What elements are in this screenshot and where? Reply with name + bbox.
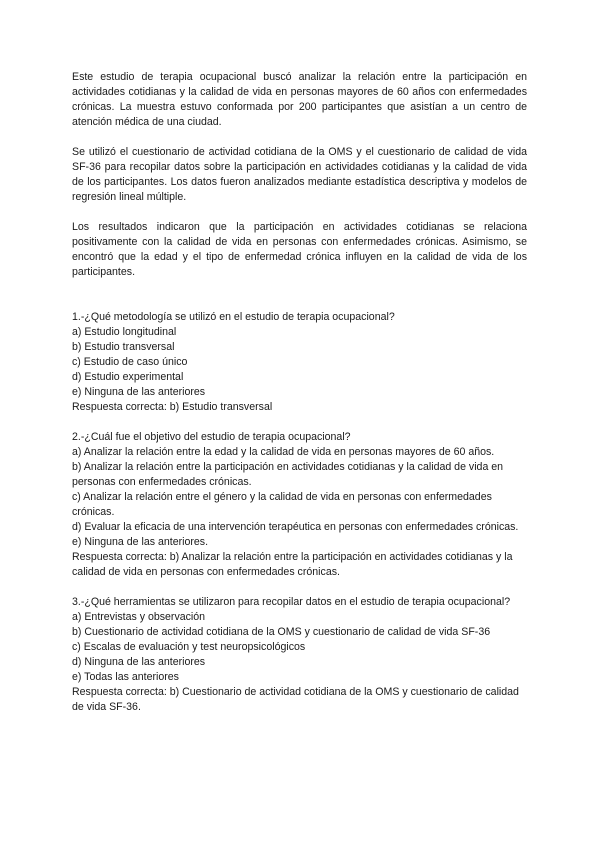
intro-paragraph: Se utilizó el cuestionario de actividad cotidiana de la OMS y el cuestionario de calidad de vida SF-36 para recopilar datos sobre la participación en actividades cotidianas y la calidad de vida de los participantes. Los datos fueron analizados mediante estadística descriptiva y modelos de regresión lineal múltiple. xyxy=(72,146,527,203)
question-option: d) Ninguna de las anteriores xyxy=(72,656,206,668)
question-option: d) Evaluar la eficacia de una intervención terapéutica en personas con enfermedades crónicas. xyxy=(72,521,519,533)
intro-paragraph: Los resultados indicaron que la participación en actividades cotidianas se relaciona positivamente con la calidad de vida en personas con enfermedades crónicas. Asimismo, se encontró que la edad y el tipo de enfermedad crónica influyen en la calidad de vida de los participantes. xyxy=(72,221,527,278)
question-option: a) Analizar la relación entre la edad y la calidad de vida en personas mayores de 60 años. xyxy=(72,446,495,458)
question-prompt: 3.-¿Qué herramientas se utilizaron para recopilar datos en el estudio de terapia ocupacional? xyxy=(72,596,511,608)
question-option: e) Todas las anteriores xyxy=(72,671,179,683)
question-block xyxy=(72,595,527,715)
question-option: b) Cuestionario de actividad cotidiana de la OMS y cuestionario de calidad de vida SF-36 xyxy=(72,626,491,638)
question-option: a) Estudio longitudinal xyxy=(72,326,177,338)
question-option: d) Estudio experimental xyxy=(72,371,184,383)
question-option: c) Escalas de evaluación y test neuropsicológicos xyxy=(72,641,306,653)
intro-paragraph: Este estudio de terapia ocupacional buscó analizar la relación entre la participación en actividades cotidianas y la calidad de vida en personas mayores de 60 años con enfermedades crónicas. La muestra estuvo conformada por 200 participantes que asistían a un centro de atención médica de una ciudad. xyxy=(72,71,527,128)
question-block xyxy=(72,430,527,580)
question-option: e) Ninguna de las anteriores. xyxy=(72,536,209,548)
question-option: e) Ninguna de las anteriores xyxy=(72,386,206,398)
question-option: a) Entrevistas y observación xyxy=(72,611,206,623)
question-answer: Respuesta correcta: b) Cuestionario de actividad cotidiana de la OMS y cuestionario de calidad de vida SF-36. xyxy=(72,686,519,713)
document-body xyxy=(72,70,527,730)
question-option: c) Analizar la relación entre el género y la calidad de vida en personas con enfermedades crónicas. xyxy=(72,491,492,518)
question-option: c) Estudio de caso único xyxy=(72,356,188,368)
question-answer: Respuesta correcta: b) Analizar la relación entre la participación en actividades cotidianas y la calidad de vida en personas con enfermedades crónicas. xyxy=(72,551,513,578)
question-option: b) Analizar la relación entre la participación en actividades cotidianas y la calidad de vida en personas con enfermedades crónicas. xyxy=(72,461,504,488)
question-block xyxy=(72,310,527,415)
question-option: b) Estudio transversal xyxy=(72,341,175,353)
question-prompt: 2.-¿Cuál fue el objetivo del estudio de terapia ocupacional? xyxy=(72,431,351,443)
question-answer: Respuesta correcta: b) Estudio transversal xyxy=(72,401,273,413)
question-prompt: 1.-¿Qué metodología se utilizó en el estudio de terapia ocupacional? xyxy=(72,311,395,323)
